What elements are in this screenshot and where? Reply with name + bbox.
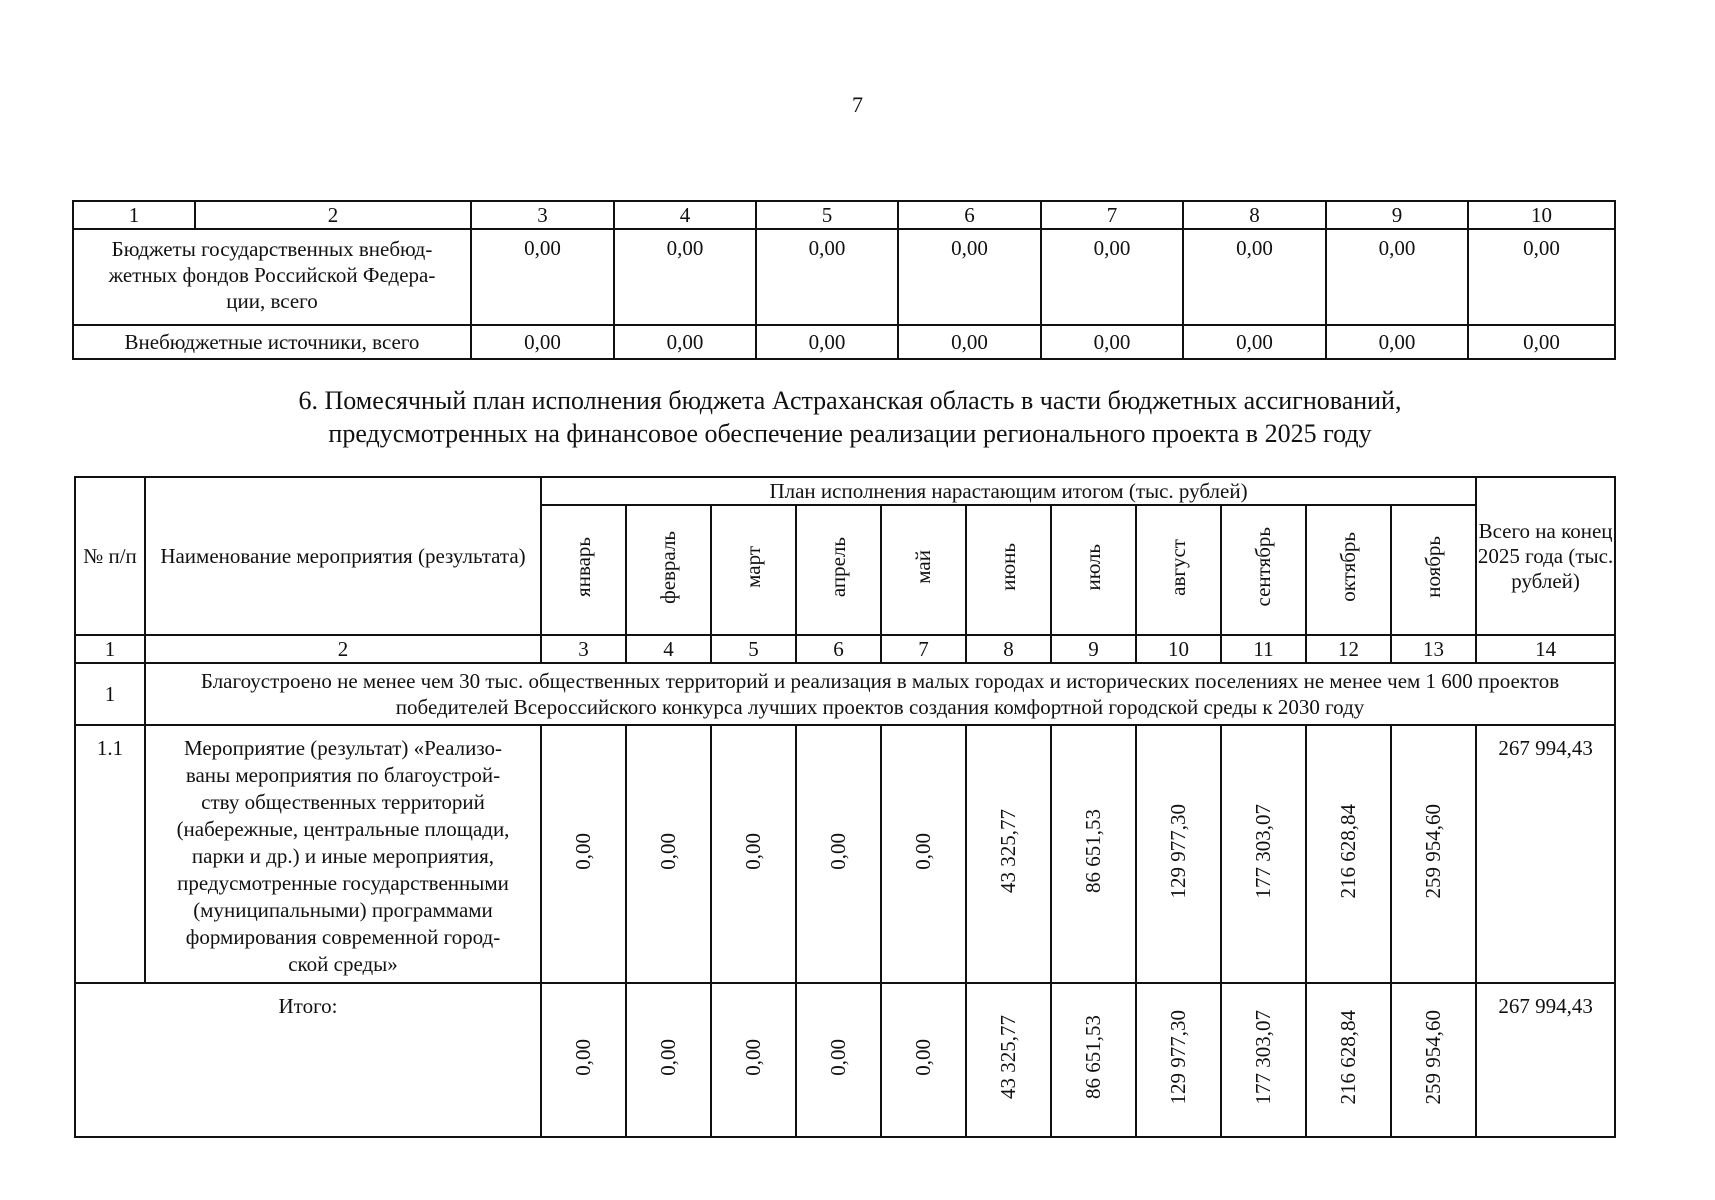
header-row xyxy=(75,477,1615,505)
month-label: январь xyxy=(571,537,595,597)
month-label: август xyxy=(1166,538,1190,596)
column-number: 8 xyxy=(966,635,1051,663)
month-value: 43 325,77 xyxy=(996,1015,1020,1099)
value-cell: 0,00 xyxy=(756,325,898,359)
header-cell: 4 xyxy=(614,201,756,229)
month-header xyxy=(626,505,711,635)
value-cell: 0,00 xyxy=(1326,325,1468,359)
month-value-cell xyxy=(711,725,796,983)
month-value: 129 977,30 xyxy=(1166,1009,1190,1105)
month-label: апрель xyxy=(826,536,850,598)
header-cell: 3 xyxy=(471,201,614,229)
month-value-cell xyxy=(966,725,1051,983)
section-title xyxy=(230,384,1470,450)
month-value: 0,00 xyxy=(741,832,765,870)
row-name xyxy=(73,229,471,325)
value-cell: 0,00 xyxy=(1183,325,1326,359)
month-value-cell xyxy=(796,983,881,1137)
month-value-cell xyxy=(626,725,711,983)
month-label: июль xyxy=(1081,543,1105,591)
month-value-cell xyxy=(1221,725,1306,983)
month-value-cell xyxy=(796,725,881,983)
month-header xyxy=(1221,505,1306,635)
column-number: 7 xyxy=(881,635,966,663)
month-value-cell xyxy=(711,983,796,1137)
item-name-line: (муниципальными) программами xyxy=(193,897,493,922)
month-value: 129 977,30 xyxy=(1166,803,1190,899)
month-value-cell xyxy=(881,725,966,983)
value-cell: 0,00 xyxy=(898,325,1041,359)
month-label: сентябрь xyxy=(1251,527,1275,607)
header-cell: 9 xyxy=(1326,201,1468,229)
item-number: 1.1 xyxy=(75,725,145,983)
item-row xyxy=(75,725,1615,983)
month-value-cell xyxy=(881,983,966,1137)
value-cell: 0,00 xyxy=(471,325,614,359)
item-name-line: Мероприятие (результат) «Реализо- xyxy=(183,735,503,760)
month-value: 259 954,60 xyxy=(1421,1009,1446,1105)
month-header xyxy=(711,505,796,635)
month-header xyxy=(966,505,1051,635)
month-value: 216 628,84 xyxy=(1336,1009,1360,1105)
month-value: 0,00 xyxy=(911,1038,935,1076)
value-cell: 0,00 xyxy=(1468,325,1615,359)
row-name-line: Бюджеты государственных внебюд- xyxy=(111,237,433,261)
header-cell: 10 xyxy=(1468,201,1615,229)
column-number: 12 xyxy=(1306,635,1391,663)
col-name-header: Наименование мероприятия (результата) xyxy=(145,477,541,635)
item-name-line: формирования современной город- xyxy=(185,924,501,949)
header-cell: 8 xyxy=(1183,201,1326,229)
month-value: 216 628,84 xyxy=(1336,803,1360,899)
table-row xyxy=(73,325,1615,359)
total-row xyxy=(75,983,1615,1137)
month-header xyxy=(1306,505,1391,635)
month-value: 0,00 xyxy=(571,1038,595,1076)
month-header xyxy=(1136,505,1221,635)
column-number: 2 xyxy=(145,635,541,663)
header-cell: 7 xyxy=(1041,201,1183,229)
column-number: 3 xyxy=(541,635,626,663)
section-title-line: предусмотренных на финансовое обеспечение реализации регионального проекта в 2025 году xyxy=(328,419,1372,448)
header-cell: 2 xyxy=(195,201,471,229)
month-value: 86 651,53 xyxy=(1081,1015,1105,1099)
header-cell: 6 xyxy=(898,201,1041,229)
month-value-cell xyxy=(1391,983,1476,1137)
month-value-cell xyxy=(626,983,711,1137)
value-cell: 0,00 xyxy=(614,229,756,325)
value-cell: 0,00 xyxy=(898,229,1041,325)
item-name-line: предусмотренные государственными xyxy=(177,870,509,895)
month-value: 43 325,77 xyxy=(996,809,1020,893)
column-number: 5 xyxy=(711,635,796,663)
month-value-cell xyxy=(1136,725,1221,983)
item-name xyxy=(145,725,541,983)
month-header xyxy=(1051,505,1136,635)
month-value: 0,00 xyxy=(656,1038,680,1076)
month-value-cell xyxy=(541,983,626,1137)
month-value: 259 954,60 xyxy=(1421,803,1446,899)
row-name-line: жетных фондов Российской Федера- xyxy=(108,263,436,287)
item-name-line: (набережные, центральные площади, xyxy=(176,816,510,841)
value-cell: 0,00 xyxy=(1326,229,1468,325)
month-value: 0,00 xyxy=(826,832,850,870)
month-value-cell xyxy=(966,983,1051,1137)
value-cell: 0,00 xyxy=(1041,229,1183,325)
month-label: июнь xyxy=(996,543,1020,591)
item-name-line: ской среды» xyxy=(288,951,398,976)
month-value-cell xyxy=(1221,983,1306,1137)
month-value: 0,00 xyxy=(741,1038,765,1076)
header-row xyxy=(73,201,1615,229)
month-header xyxy=(796,505,881,635)
month-label: март xyxy=(741,546,765,588)
month-value-cell xyxy=(1051,725,1136,983)
sources-table xyxy=(72,200,1616,360)
column-number: 14 xyxy=(1476,635,1615,663)
month-value: 86 651,53 xyxy=(1081,809,1105,893)
month-value: 0,00 xyxy=(826,1038,850,1076)
column-number: 10 xyxy=(1136,635,1221,663)
month-value-cell xyxy=(1306,725,1391,983)
header-cell: 5 xyxy=(756,201,898,229)
month-value-cell xyxy=(1051,983,1136,1137)
value-cell: 0,00 xyxy=(1183,229,1326,325)
item-name-line: ваны мероприятия по благоустрой- xyxy=(185,762,501,787)
month-label: май xyxy=(911,550,935,584)
month-value: 177 303,07 xyxy=(1251,1009,1275,1105)
column-number: 13 xyxy=(1391,635,1476,663)
total-label: Итого: xyxy=(75,983,541,1137)
page-number: 7 xyxy=(852,92,863,117)
goal-row xyxy=(75,663,1615,725)
row-name-line: ции, всего xyxy=(226,289,318,313)
month-label: февраль xyxy=(656,530,680,604)
month-label: октябрь xyxy=(1336,532,1360,602)
month-header xyxy=(881,505,966,635)
plan-title-header: План исполнения нарастающим итогом (тыс. рублей) xyxy=(541,477,1476,505)
goal-number: 1 xyxy=(75,663,145,725)
column-number: 4 xyxy=(626,635,711,663)
value-cell: 0,00 xyxy=(471,229,614,325)
month-value: 0,00 xyxy=(911,832,935,870)
col-no-header: № п/п xyxy=(75,477,145,635)
grand-total: 267 994,43 xyxy=(1476,983,1615,1137)
value-cell: 0,00 xyxy=(1468,229,1615,325)
column-number: 6 xyxy=(796,635,881,663)
value-cell: 0,00 xyxy=(614,325,756,359)
month-header xyxy=(1391,505,1476,635)
goal-text: Благоустроено не менее чем 30 тыс. общественных территорий и реализация в малых городах и исторических поселениях не менее чем 1 600 проектов победителей Всероссийского конкурса лучших проектов создания комфортной городской среды к 2030 году xyxy=(145,663,1615,725)
month-value-cell xyxy=(1306,983,1391,1137)
month-label: ноябрь xyxy=(1421,536,1446,598)
value-cell: 0,00 xyxy=(1041,325,1183,359)
table-row xyxy=(73,229,1615,325)
row-name: Внебюджетные источники, всего xyxy=(73,325,471,359)
header-cell: 1 xyxy=(73,201,195,229)
section-title-line: 6. Помесячный план исполнения бюджета Астраханская область в части бюджетных ассигнований, xyxy=(298,386,1402,415)
month-value-cell xyxy=(1391,725,1476,983)
value-cell: 0,00 xyxy=(756,229,898,325)
month-value-cell xyxy=(541,725,626,983)
column-number-row xyxy=(75,635,1615,663)
column-number: 11 xyxy=(1221,635,1306,663)
item-total: 267 994,43 xyxy=(1476,725,1615,983)
month-value: 0,00 xyxy=(656,832,680,870)
month-value: 0,00 xyxy=(571,832,595,870)
item-name-line: ству общественных территорий xyxy=(201,789,485,814)
column-number: 9 xyxy=(1051,635,1136,663)
month-value-cell xyxy=(1136,983,1221,1137)
item-name-line: парки и др.) и иные мероприятия, xyxy=(191,843,495,868)
total-header: Всего на конец 2025 года (тыс. рублей) xyxy=(1476,477,1615,635)
month-value: 177 303,07 xyxy=(1251,803,1275,899)
month-header xyxy=(541,505,626,635)
column-number: 1 xyxy=(75,635,145,663)
monthly-plan-table xyxy=(74,476,1616,1138)
